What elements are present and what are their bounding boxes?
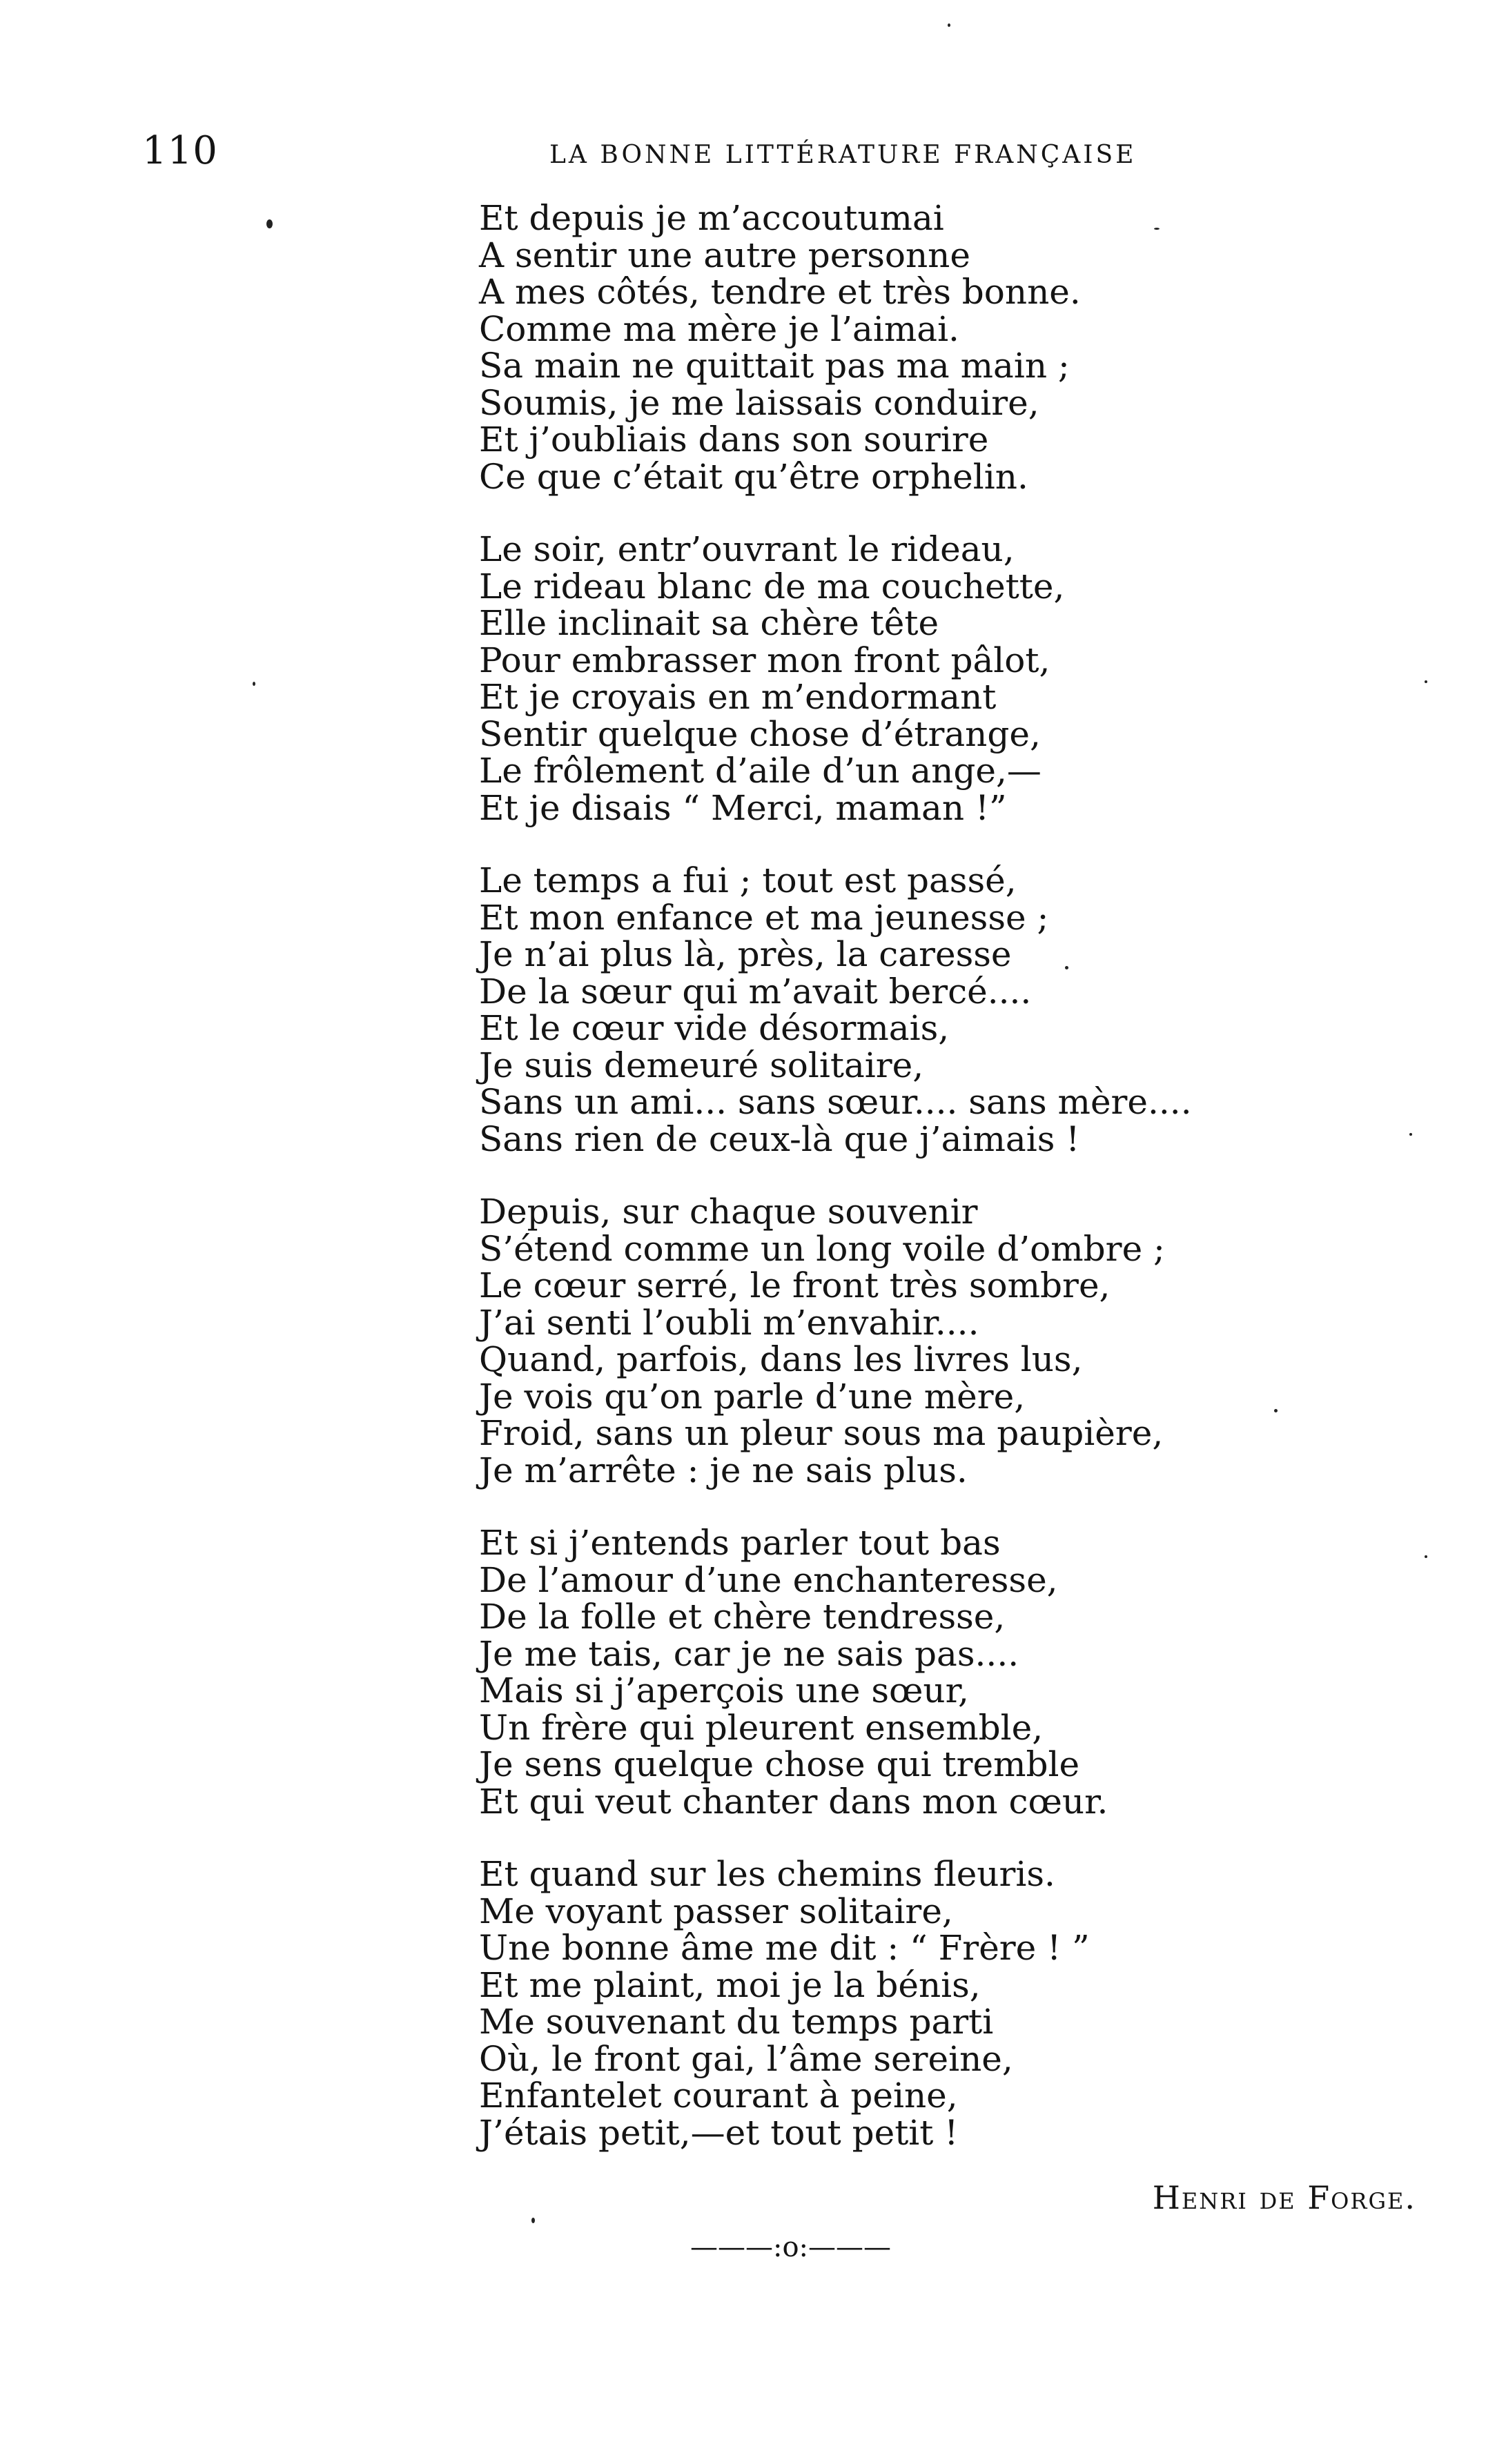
poem-line: Je m’arrête : je ne sais plus. — [479, 1450, 968, 1490]
poem-line: S’étend comme un long voile d’ombre ; — [479, 1228, 1165, 1269]
poem-line: Le rideau blanc de ma couchette, — [479, 566, 1065, 607]
print-speck — [531, 2218, 535, 2223]
print-speck — [1274, 1409, 1278, 1412]
poem-line: J’étais petit,—et tout petit ! — [479, 2112, 959, 2153]
poem-line: Pour embrasser mon front pâlot, — [479, 640, 1050, 680]
poem-line: Je n’ai plus là, près, la caresse — [479, 934, 1012, 974]
poem-line: Comme ma mère je l’aimai. — [479, 308, 959, 349]
poem-line: Le temps a fui ; tout est passé, — [479, 860, 1017, 900]
poem-line: Et le cœur vide désormais, — [479, 1008, 950, 1048]
poem-line: De la folle et chère tendresse, — [479, 1597, 1006, 1637]
print-speck — [266, 219, 273, 228]
poem-line: Et me plaint, moi je la bénis, — [479, 1964, 981, 2005]
poem-line: Sentir quelque chose d’étrange, — [479, 713, 1041, 754]
poem — [479, 200, 1404, 2151]
poem-line: Ce que c’était qu’être orphelin. — [479, 456, 1028, 497]
stanza-4 — [479, 1194, 1404, 1489]
print-speck — [1409, 1133, 1412, 1136]
poem-line: A mes côtés, tendre et très bonne. — [479, 272, 1081, 312]
page-number: 110 — [142, 128, 218, 173]
print-speck — [948, 23, 950, 27]
poem-line: Le soir, entr’ouvrant le rideau, — [479, 529, 1015, 569]
poem-line: Me voyant passer solitaire, — [479, 1891, 953, 1931]
poem-line: A sentir une autre personne — [479, 235, 970, 275]
stanza-1 — [479, 200, 1404, 495]
poem-line: Le cœur serré, le front très sombre, — [479, 1265, 1111, 1305]
running-title: LA BONNE LITTÉRATURE FRANÇAISE — [549, 141, 1137, 169]
poem-line: Et quand sur les chemins fleuris. — [479, 1854, 1055, 1894]
poem-line: Depuis, sur chaque souvenir — [479, 1192, 978, 1232]
print-speck — [1154, 228, 1160, 230]
poem-line: Et qui veut chanter dans mon cœur. — [479, 1781, 1108, 1822]
print-speck — [1065, 966, 1068, 969]
poem-line: Enfantelet courant à peine, — [479, 2076, 958, 2116]
stanza-6 — [479, 1856, 1404, 2151]
poem-line: Et depuis je m’accoutumai — [479, 198, 944, 238]
poem-line: Le frôlement d’aile d’un ange,— — [479, 751, 1042, 791]
poem-line: Soumis, je me laissais conduire, — [479, 382, 1039, 423]
poem-line: Me souvenant du temps parti — [479, 2002, 994, 2042]
poem-line: Quand, parfois, dans les livres lus, — [479, 1339, 1083, 1379]
end-ornament: ———:o:——— — [690, 2231, 892, 2263]
page-header — [142, 123, 1347, 178]
poem-line: Une bonne âme me dit : “ Frère ! ” — [479, 1928, 1090, 1968]
poem-line: De la sœur qui m’avait bercé.... — [479, 971, 1032, 1012]
poem-line: Sans rien de ceux-là que j’aimais ! — [479, 1118, 1080, 1159]
poem-line: Je me tais, car je ne sais pas.... — [479, 1633, 1019, 1674]
poem-line: Et j’oubliais dans son sourire — [479, 420, 989, 460]
poem-line: Je suis demeuré solitaire, — [479, 1045, 924, 1085]
poem-line: Et mon enfance et ma jeunesse ; — [479, 897, 1049, 938]
poem-line: Je vois qu’on parle d’une mère, — [479, 1376, 1026, 1417]
poem-line: Sans un ami... sans sœur.... sans mère.... — [479, 1082, 1192, 1122]
poem-line: Elle inclinait sa chère tête — [479, 603, 939, 643]
stanza-3 — [479, 860, 1404, 1159]
poem-line: De l’amour d’une enchanteresse, — [479, 1559, 1058, 1600]
author-signature: Henri de Forge. — [1152, 2179, 1416, 2216]
poem-line: Et si j’entends parler tout bas — [479, 1523, 1001, 1563]
poem-line: Je sens quelque chose qui tremble — [479, 1744, 1080, 1784]
print-speck — [1425, 1555, 1427, 1558]
poem-line: Où, le front gai, l’âme sereine, — [479, 2038, 1013, 2079]
stanza-2 — [479, 531, 1404, 827]
poem-line: Mais si j’aperçois une sœur, — [479, 1670, 969, 1711]
poem-line: Et je disais “ Merci, maman !” — [479, 787, 1007, 828]
poem-line: J’ai senti l’oubli m’envahir.... — [479, 1302, 979, 1343]
stanza-5 — [479, 1525, 1404, 1820]
poem-line: Froid, sans un pleur sous ma paupière, — [479, 1413, 1164, 1453]
print-speck — [1425, 680, 1427, 683]
poem-line: Un frère qui pleurent ensemble, — [479, 1707, 1044, 1748]
print-speck — [253, 682, 255, 686]
poem-line: Et je croyais en m’endormant — [479, 677, 997, 717]
poem-line: Sa main ne quittait pas ma main ; — [479, 346, 1070, 386]
